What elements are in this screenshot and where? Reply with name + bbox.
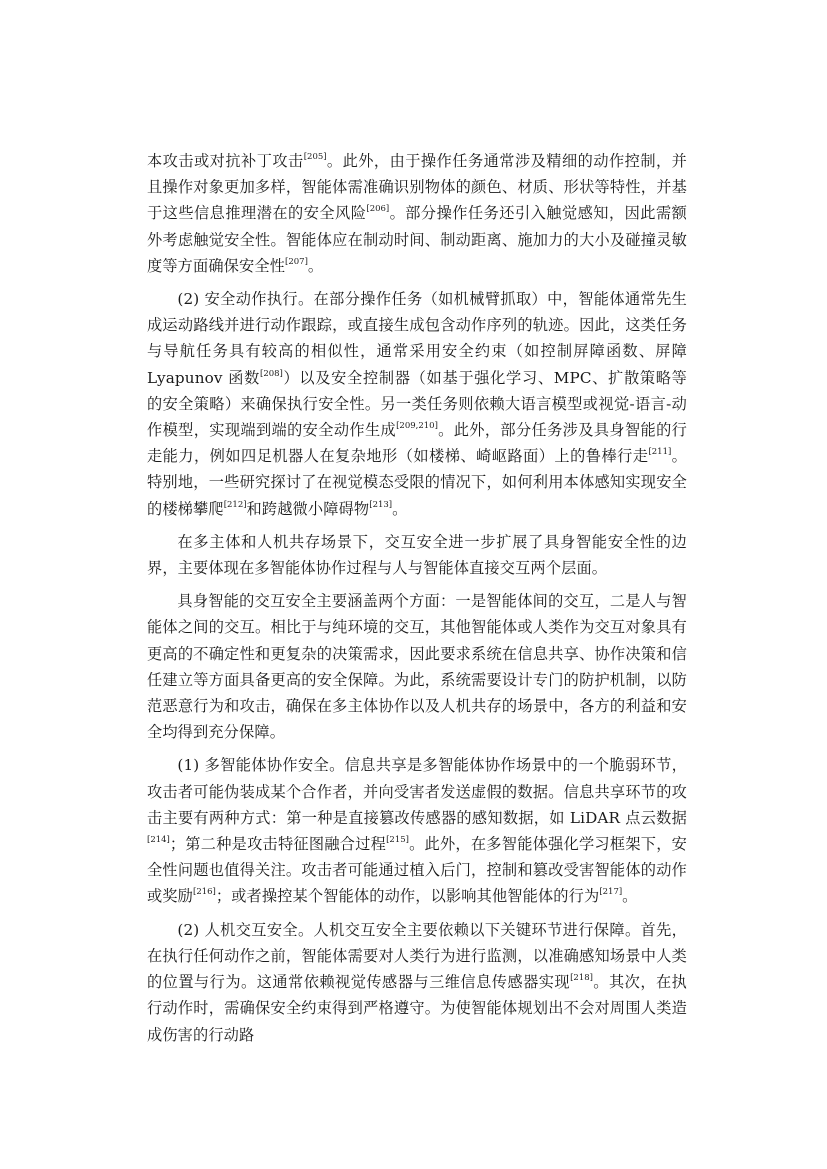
citation-ref: [213] <box>369 499 393 510</box>
text-run: 。特别地，一些研究探讨了在视觉模态受限的情况下，如何利用本体感知实现安全的楼梯攀爬 <box>147 447 687 518</box>
text-run: 。 <box>622 887 638 906</box>
text-run: 具身智能的交互安全主要涵盖两个方面：一是智能体间的交互，二是人与智能体之间的交互。相比于与纯环境的交互，其他智能体或人类作为交互对象具有更高的不确定性和更复杂的决策需求，因此要求系统在信息共享、协作决策和信任建立等方面具备更高的安全保障。为此，系统需要设计专门的防护机制，以防范恶意行为和攻击，确保在多主体协作以及人机共存的场景中，各方的利益和安全均得到充分保障。 <box>147 592 687 742</box>
text-run: ）以及安全控制器（如基于强化学习、MPC、扩散策略等的安全策略）来确保执行安全性。另一类任务则依赖大语言模型或视觉-语言-动作模型，实现端到端的安全动作生成 <box>147 368 687 440</box>
citation-ref: [217] <box>599 887 623 898</box>
document-page <box>147 148 687 1055</box>
text-run: ；第二种是攻击特征图融合过程 <box>169 835 387 854</box>
text-run: 。部分操作任务还引入触觉感知，因此需额外考虑触觉安全性。智能体应在制动时间、制动距离、施加力的大小及碰撞灵敏度等方面确保安全性 <box>147 204 687 275</box>
text-run: 在多主体和人机共存场景下，交互安全进一步扩展了具身智能安全性的边界，主要体现在多智能体协作过程与人与智能体直接交互两个层面。 <box>147 532 687 578</box>
text-run: 本攻击或对抗补丁攻击 <box>147 152 304 170</box>
text-run: (1) 多智能体协作安全。信息共享是多智能体协作场景中的一个脆弱环节，攻击者可能伪装成某个合作者，并向受害者发送虚假的数据。信息共享环节的攻击主要有两种方式：第一种是直接篡改传感器的感知数据，如 LiDAR 点云数据 <box>147 756 687 827</box>
citation-ref: [206] <box>366 204 390 215</box>
citation-ref: [212] <box>223 499 247 510</box>
paragraph-interaction-safety-intro <box>147 529 687 581</box>
citation-ref: [208] <box>260 368 283 379</box>
text-run: 。此外，部分任务涉及具身智能的行走能力，例如四足机器人在复杂地形（如楼梯、崎岖路面）上的鲁棒行走 <box>147 421 688 466</box>
text-run: 和跨越微小障碍物 <box>246 499 370 518</box>
text-run: (2) 安全动作执行。在部分操作任务（如机械臂抓取）中，智能体通常先生成运动路线并进行动作跟踪，或直接生成包含动作序列的轨迹。因此，这类任务与导航任务具有较高的相似性，通常采用安全约束（如控制屏障函数、屏障 Lyapunov 函数 <box>147 290 687 387</box>
text-run: 。 <box>392 499 408 518</box>
paragraph-multi-agent-safety <box>147 752 687 909</box>
paragraph-human-robot-safety <box>147 917 687 1048</box>
paragraph-interaction-safety-aspects <box>147 588 687 745</box>
text-run: 。 <box>307 256 324 275</box>
citation-ref: [214] <box>147 835 170 846</box>
citation-ref: [211] <box>648 447 672 458</box>
paragraph-safe-action-execution <box>147 286 687 522</box>
paragraph-tactile-safety <box>147 148 687 279</box>
citation-ref: [218] <box>570 973 593 984</box>
citation-ref: [207] <box>285 256 308 267</box>
text-run: ；或者操控某个智能体的动作，以影响其他智能体的行为 <box>215 887 600 906</box>
citation-ref: [205] <box>303 152 327 162</box>
citation-ref: [209,210] <box>396 421 438 432</box>
text-run: (2) 人机交互安全。人机交互安全主要依赖以下关键环节进行保障。首先，在执行任何动作之前，智能体需要对人类行为进行监测，以准确感知场景中人类的位置与行为。这通常依赖视觉传感器与三维信息传感器实现 <box>147 920 687 992</box>
text-run: 。其次，在执行动作时，需确保安全约束得到严格遵守。为使智能体规划出不会对周围人类造成伤害的行动路 <box>147 973 687 1044</box>
citation-ref: [216] <box>193 887 216 898</box>
text-run: 。此外，在多智能体强化学习框架下，安全性问题也值得关注。攻击者可能通过植入后门，控制和篡改受害智能体的动作或奖励 <box>147 835 687 906</box>
citation-ref: [215] <box>386 835 409 846</box>
text-run: 。此外，由于操作任务通常涉及精细的动作控制，并且操作对象更加多样，智能体需准确识别物体的颜色、材质、形状等特性，并基于这些信息推理潜在的安全风险 <box>147 152 688 223</box>
